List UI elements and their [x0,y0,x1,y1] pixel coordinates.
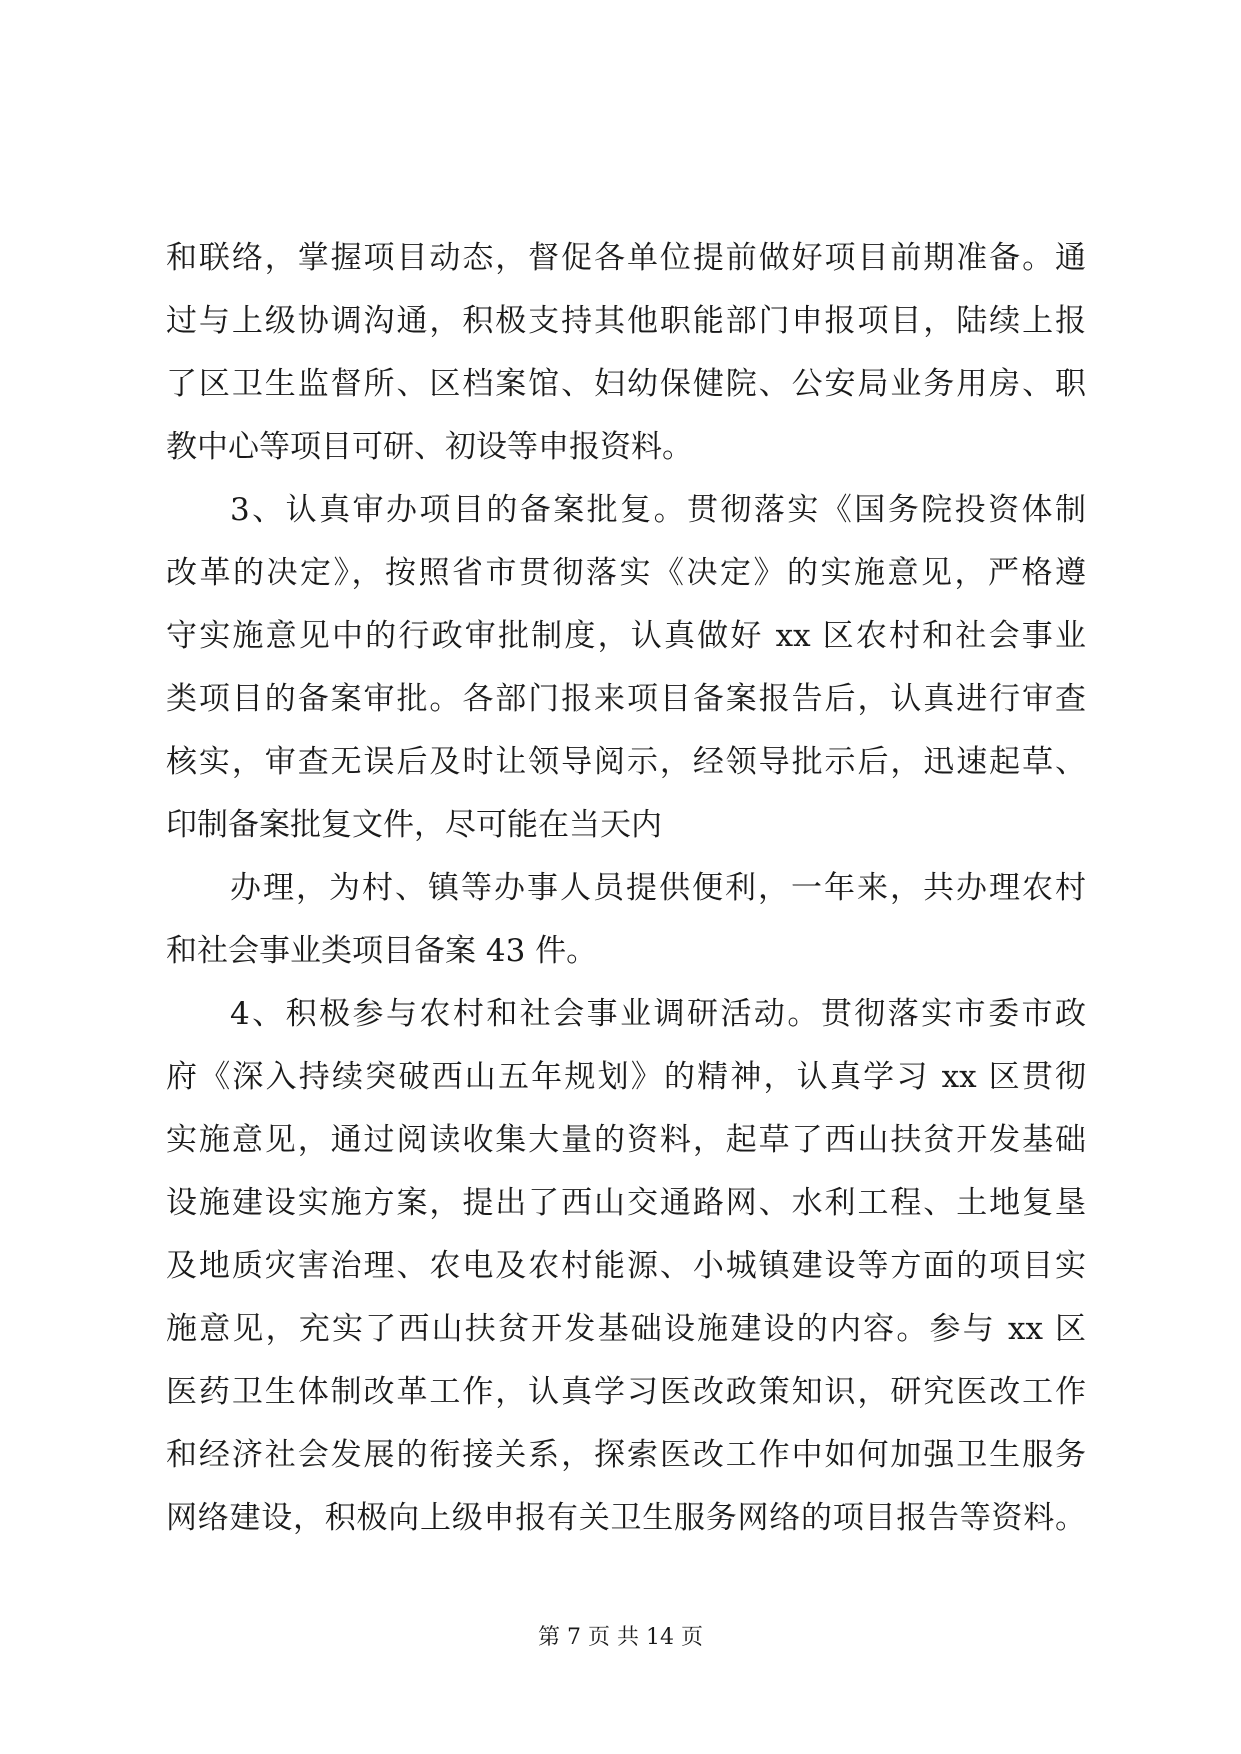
text-line: 施意见，充实了西山扶贫开发基础设施建设的内容。参与 xx 区 [166,1311,1086,1347]
text-line: 网络建设，积极向上级申报有关卫生服务网络的项目报告等资料。 [166,1500,1086,1536]
text-line: 守实施意见中的行政审批制度，认真做好 xx 区农村和社会事业 [166,618,1086,654]
text-line: 教中心等项目可研、初设等申报资料。 [166,429,693,465]
text-line: 及地质灾害治理、农电及农村能源、小城镇建设等方面的项目实 [166,1248,1086,1284]
text-line: 和经济社会发展的衔接关系，探索医改工作中如何加强卫生服务 [166,1437,1086,1473]
text-line: 4、积极参与农村和社会事业调研活动。贯彻落实市委市政 [230,996,1086,1032]
text-line: 核实，审查无误后及时让领导阅示，经领导批示后，迅速起草、 [166,744,1086,780]
text-line: 类项目的备案审批。各部门报来项目备案报告后，认真进行审查 [166,681,1086,717]
text-line: 实施意见，通过阅读收集大量的资料，起草了西山扶贫开发基础 [166,1122,1086,1158]
text-line: 改革的决定》，按照省市贯彻落实《决定》的实施意见，严格遵 [166,555,1086,591]
text-line: 医药卫生体制改革工作，认真学习医改政策知识，研究医改工作 [166,1374,1086,1410]
text-line: 了区卫生监督所、区档案馆、妇幼保健院、公安局业务用房、职 [166,366,1086,402]
text-line: 和社会事业类项目备案 43 件。 [166,933,598,969]
text-line: 府《深入持续突破西山五年规划》的精神，认真学习 xx 区贯彻 [166,1059,1086,1095]
text-line: 3、认真审办项目的备案批复。贯彻落实《国务院投资体制 [230,492,1086,528]
document-body [166,227,1086,1550]
text-line: 印制备案批复文件，尽可能在当天内 [166,807,662,843]
text-line: 和联络，掌握项目动态，督促各单位提前做好项目前期准备。通 [166,240,1086,276]
page-footer: 第 7 页 共 14 页 [538,1625,703,1650]
text-line: 过与上级协调沟通，积极支持其他职能部门申报项目，陆续上报 [166,303,1086,339]
text-line: 设施建设实施方案，提出了西山交通路网、水利工程、土地复垦 [166,1185,1086,1221]
text-line: 办理，为村、镇等办事人员提供便利，一年来，共办理农村 [230,870,1086,906]
